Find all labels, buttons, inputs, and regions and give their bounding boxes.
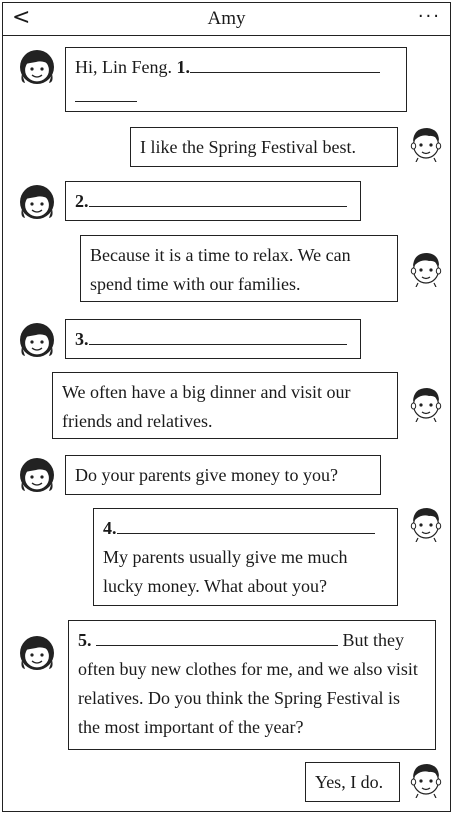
blank-number: 4. (103, 518, 117, 538)
message-lin-2 (80, 235, 398, 302)
message-text: I like the Spring Festival best. (140, 137, 356, 157)
message-amy-4 (65, 455, 381, 495)
message-text: My parents usually give me much lucky money. What about you? (103, 547, 348, 596)
amy-avatar (17, 181, 57, 221)
answer-blank-1-cont[interactable] (75, 83, 137, 102)
chat-header (2, 2, 451, 36)
amy-avatar (17, 46, 57, 86)
lin-feng-avatar (406, 382, 446, 422)
message-amy-2 (65, 181, 361, 221)
message-text: We often have a big dinner and visit our friends and relatives. (62, 382, 351, 431)
blank-number: 1. (176, 57, 190, 77)
message-lin-4 (93, 508, 398, 606)
message-text: Because it is a time to relax. We can spend time with our families. (90, 245, 351, 294)
lin-feng-avatar (406, 502, 446, 542)
message-amy-5 (68, 620, 436, 750)
amy-avatar (17, 632, 57, 672)
message-lin-3 (52, 372, 398, 439)
blank-number: 3. (75, 329, 89, 349)
lin-feng-avatar (406, 122, 446, 162)
answer-blank-2[interactable] (89, 188, 347, 207)
answer-blank-1[interactable] (190, 54, 380, 73)
message-text: Do your parents give money to you? (75, 465, 338, 485)
lin-feng-avatar (406, 758, 446, 798)
more-options-button[interactable]: ··· (417, 6, 441, 27)
message-text: Hi, Lin Feng. (75, 57, 177, 77)
back-button[interactable]: < (12, 5, 31, 30)
message-amy-1 (65, 47, 407, 112)
answer-blank-3[interactable] (89, 326, 347, 345)
lin-feng-avatar (406, 247, 446, 287)
answer-blank-4[interactable] (117, 515, 375, 534)
chat-title: Amy (207, 8, 246, 29)
message-lin-5 (305, 762, 400, 802)
message-amy-3 (65, 319, 361, 359)
amy-avatar (17, 454, 57, 494)
message-text: But they often buy new clothes for me, and we also visit relatives. Do you think the Spring Festival is the most important of the year? (78, 630, 418, 737)
answer-blank-5[interactable] (96, 627, 338, 646)
message-lin-1 (130, 127, 398, 167)
blank-number: 5. (78, 630, 92, 650)
amy-avatar (17, 319, 57, 359)
blank-number: 2. (75, 191, 89, 211)
message-text: Yes, I do. (315, 772, 384, 792)
